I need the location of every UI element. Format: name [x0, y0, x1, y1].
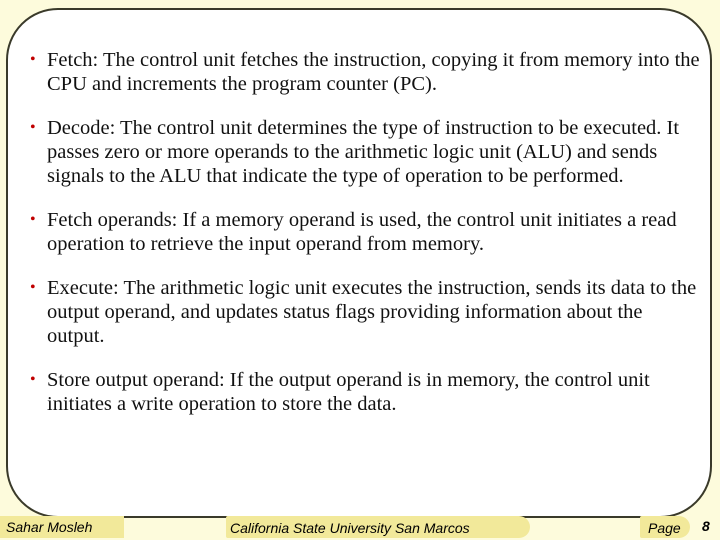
- bullet-text: Fetch operands: If a memory operand is used, the control unit initiates a read operation to retrieve the input operand from memory.: [47, 209, 677, 255]
- list-item: [30, 48, 700, 96]
- list-item: [30, 208, 700, 256]
- footer-page-label: Page: [640, 516, 690, 538]
- bullet-icon: •: [30, 119, 36, 136]
- footer-institution: California State University San Marcos: [226, 516, 530, 538]
- bullet-text: Fetch: The control unit fetches the instruction, copying it from memory into the CPU and increments the program counter (PC).: [47, 49, 700, 95]
- footer-page-number: 8: [702, 518, 710, 534]
- list-item: [30, 116, 700, 188]
- bullet-icon: •: [30, 51, 36, 68]
- bullet-text: Store output operand: If the output operand is in memory, the control unit initiates a write operation to store the data.: [47, 369, 650, 415]
- slide-footer: [0, 514, 720, 540]
- bullet-list: [30, 48, 700, 436]
- footer-author: Sahar Mosleh: [0, 516, 124, 538]
- bullet-icon: •: [30, 371, 36, 388]
- bullet-text: Execute: The arithmetic logic unit executes the instruction, sends its data to the output operand, and updates status flags providing information about the output.: [47, 277, 697, 347]
- bullet-icon: •: [30, 211, 36, 228]
- list-item: [30, 276, 700, 348]
- bullet-icon: •: [30, 279, 36, 296]
- list-item: [30, 368, 700, 416]
- bullet-text: Decode: The control unit determines the type of instruction to be executed. It passes zero or more operands to the arithmetic logic unit (ALU) and sends signals to the ALU that indicate the type of operation to be performed.: [47, 117, 680, 187]
